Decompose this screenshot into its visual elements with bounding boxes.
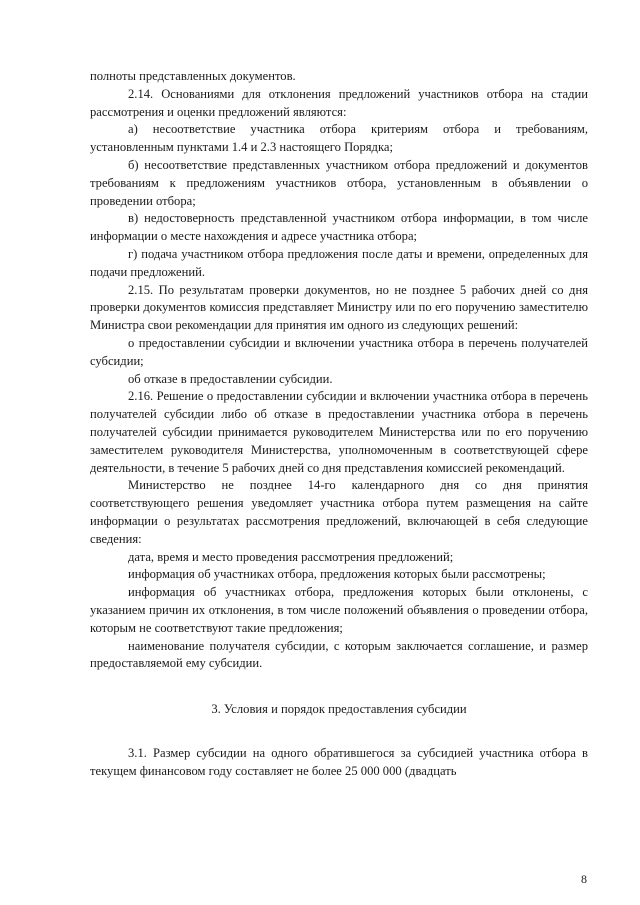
section-heading: 3. Условия и порядок предоставления субсидии [211, 702, 467, 717]
page-number: 8 [581, 872, 587, 886]
paragraph: информация об участниках отбора, предложения которых были отклонены, с указанием причин их отклонения, в том числе положений объявления о проведении отбора, которым не соответствуют такие предложения; [90, 585, 588, 635]
paragraph: о предоставлении субсидии и включении участника отбора в перечень получателей субсидии; [90, 335, 588, 368]
paragraph: Министерство не позднее 14-го календарного дня со дня принятия соответствующего решения уведомляет участника отбора путем размещения на сайте информации о результатах рассмотрения предложений, включающей в себя следующие сведения: [90, 478, 588, 546]
paragraph: дата, время и место проведения рассмотрения предложений; [128, 549, 454, 564]
paragraph: наименование получателя субсидии, с которым заключается соглашение, и размер предоставляемой ему субсидии. [90, 638, 588, 671]
paragraph: г) подача участником отбора предложения после даты и времени, определенных для подачи предложений. [90, 246, 588, 279]
paragraph: 2.16. Решение о предоставлении субсидии и включении участника отбора в перечень получателей субсидии либо об отказе в предоставлении участника отбора в перечень получателей субсидии принимается руководителем Министерства или по его поручению заместителем руководителя Министерства, уполномоченным в соответствующей сфере деятельности, в течение 5 рабочих дней со дня представления комиссией рекомендаций. [90, 389, 588, 475]
paragraph: 3.1. Размер субсидии на одного обратившегося за субсидией участника отбора в текущем финансовом году составляет не более 25 000 000 (двадцать [90, 745, 588, 778]
paragraph: 2.14. Основаниями для отклонения предложений участников отбора на стадии рассмотрения и оценки предложений являются: [90, 86, 588, 119]
paragraph: 2.15. По результатам проверки документов, но не позднее 5 рабочих дней со дня проверки документов комиссия представляет Министру или по его поручению заместителю Министра свои рекомендации для принятия им одного из следующих решений: [90, 282, 588, 333]
paragraph: информация об участниках отбора, предложения которых были рассмотрены; [128, 567, 546, 582]
paragraph: б) несоответствие представленных участником отбора предложений и документов требованиям к предложениям участников отбора, установленным в объявлении о проведении отбора; [90, 157, 588, 208]
paragraph: а) несоответствие участника отбора критериям отбора и требованиям, установленным пунктами 1.4 и 2.3 настоящего Порядка; [90, 122, 588, 155]
paragraph: об отказе в предоставлении субсидии. [128, 371, 333, 386]
paragraph: полноты представленных документов. [90, 69, 296, 83]
paragraph: в) недостоверность представленной участником отбора информации, в том числе информации о месте нахождения и адресе участника отбора; [90, 211, 588, 244]
document-page [90, 68, 588, 780]
